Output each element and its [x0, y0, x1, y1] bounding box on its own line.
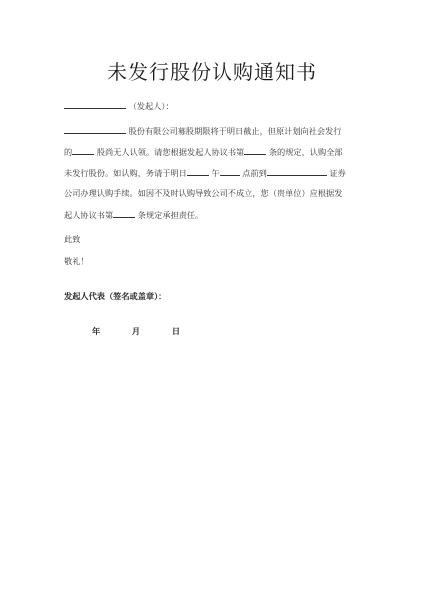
body-text-2a: 的: [64, 147, 73, 157]
date-day: 日: [171, 326, 181, 336]
body-text-3a: 未发行股份。如认购，务请于明日: [64, 168, 187, 178]
closing-jingli: 敬礼！: [64, 256, 89, 266]
closing-cizhi: 此致: [64, 234, 81, 244]
liability-article-blank[interactable]: [113, 209, 135, 218]
body-text-3b: 午: [211, 168, 220, 178]
body-text-4: 公司办理认购手续。如因不及时认购导致公司不成立，您（贵单位）应根据发: [64, 188, 343, 198]
salutation-line: [64, 100, 174, 112]
body-text-2c: 条的规定，认购全部: [268, 147, 343, 157]
body-text-5b: 条规定承担责任。: [137, 210, 204, 220]
body-line-2: [64, 146, 343, 158]
body-text-3c: 点前到: [242, 168, 267, 178]
body-text-1: 股份有限公司募股期限将于明日截止，但原计划向社会发行: [128, 126, 342, 136]
body-text-2b: 股尚无人认领。请您根据发起人协议书第: [96, 147, 245, 157]
salutation-suffix: （发起人）：: [128, 101, 174, 111]
shares-count-blank[interactable]: [72, 146, 94, 155]
agreement-article-blank[interactable]: [244, 146, 266, 155]
hour-blank[interactable]: [220, 167, 240, 176]
securities-company-blank[interactable]: [267, 167, 327, 176]
ampm-blank[interactable]: [187, 167, 209, 176]
body-text-3d: 证券: [329, 168, 346, 178]
body-line-5: [64, 209, 203, 221]
date-month: 月: [131, 326, 141, 336]
date-line: [92, 326, 180, 337]
body-line-1: [64, 125, 342, 137]
document-title: 未发行股份认购通知书: [107, 60, 317, 84]
body-line-4: [64, 188, 342, 199]
body-line-3: [64, 167, 346, 179]
addressee-blank[interactable]: [64, 100, 126, 109]
company-name-blank[interactable]: [64, 125, 126, 134]
signature-label: 发起人代表（签名或盖章）：: [64, 291, 167, 301]
body-text-5a: 起人协议书第: [64, 210, 114, 220]
date-year: 年: [92, 326, 101, 336]
